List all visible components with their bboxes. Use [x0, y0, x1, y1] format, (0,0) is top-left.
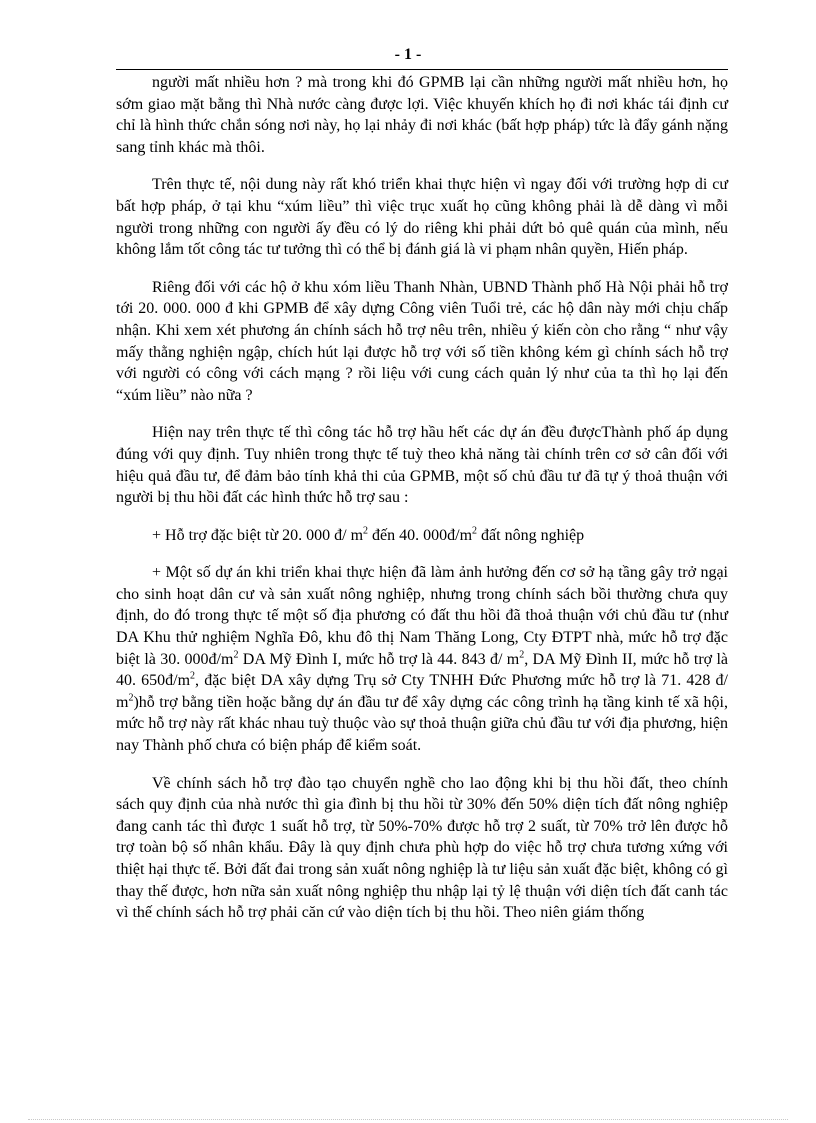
paragraph-1: người mất nhiều hơn ? mà trong khi đó GPMB lại cần những người mất nhiều hơn, họ sớm giao mặt bằng thì Nhà nước càng được lợi. Việc khuyến khích họ đi nơi khác tái định cư chỉ là hình thức chắn sóng nơi này, họ lại nhảy đi nơi khác (bất hợp pháp) tức là đẩy gánh nặng sang tỉnh khác mà thôi.	[116, 74, 728, 156]
paragraph-3: Riêng đối với các hộ ở khu xóm liều Thanh Nhàn, UBND Thành phố Hà Nội phải hỗ trợ tới 20. 000. 000 đ khi GPMB để xây dựng Công viên Tuổi trẻ, các hộ dân này mới chịu chấp nhận. Khi xem xét phương án chính sách hỗ trợ nêu trên, nhiều ý kiến còn cho rằng “ như vậy mấy thằng nghiện ngập, chích hút lại được hỗ trợ với số tiền không kém gì chính sách hỗ trợ với người có công với cách mạng ? rồi liệu với cung cách quản lý như của ta thì họ lại đến “xúm liều” nào nữa ?	[116, 278, 728, 404]
paragraph-last: Về chính sách hỗ trợ đào tạo chuyển nghề cho lao động khi bị thu hồi đất, theo chính sách quy định của nhà nước thì gia đình bị thu hồi từ 30% đến 50% diện tích đất nông nghiệp đang canh tác thì được 1 suất hỗ trợ, từ 50%-70% được hỗ trợ 2 suất, từ 70% trở lên được hỗ trợ toàn bộ số nhân khẩu. Đây là quy định chưa phù hợp do việc hỗ trợ chưa tương xứng với thiệt hại thực tế. Bởi đất đai trong sản xuất nông nghiệp là tư liệu sản xuất đặc biệt, không có gì thay thế được, hơn nữa sản xuất nông nghiệp thu nhập lại tỷ lệ thuận với diện tích đất canh tác vì thế chính sách hỗ trợ phải căn cứ vào diện tích bị thu hồi. Theo niên giám thống	[116, 774, 728, 922]
bullet-2-sup-1: 2	[233, 649, 239, 661]
bullet-2-text-a: + Một số dự án khi triển khai thực hiện đã làm ảnh hưởng đến cơ sở hạ tầng gây trở ngại cho sinh hoạt dân cư và sản xuất nông nghiệp, nhưng trong chính sách bồi thường chưa quy định, do đó trong thực tế một số địa phương có đất thu hồi đã thoả thuận với chủ đầu tư (như DA Khu thử nghiệm Nghĩa Đô, khu đô thị Nam Thăng Long, Cty ĐTPT nhà, mức hỗ trợ đặc biệt là 30. 000đ/m	[116, 564, 728, 668]
bullet-1-text-b: đến 40. 000đ/m	[368, 526, 473, 544]
bullet-2-sup-3: 2	[190, 670, 196, 682]
bullet-item-1	[116, 525, 728, 547]
paragraph-4: Hiện nay trên thực tế thì công tác hỗ trợ hầu hết các dự án đều đượcThành phố áp dụng đúng với quy định. Tuy nhiên trong thực tế tuỳ theo khả năng tài chính trên cơ sở cân đối với hiệu quả đầu tư, để đảm bảo tính khả thi của GPMB, một số chủ đầu tư đã tự ý thoả thuận với người bị thu hồi đất các hình thức hỗ trợ sau :	[116, 424, 728, 507]
bullet-1-sup-2: 2	[472, 525, 478, 537]
bullet-2-sup-2: 2	[519, 649, 525, 661]
bullet-2-text-b: DA Mỹ Đình I, mức hỗ trợ là 44. 843 đ/ m	[238, 650, 520, 668]
bullet-1-text-c: đất nông nghiệp	[477, 526, 585, 544]
footer-rule	[28, 1119, 788, 1120]
header-rule	[116, 69, 728, 70]
bullet-1-text-a: + Hỗ trợ đặc biệt từ 20. 000 đ/ m	[152, 526, 364, 544]
bullet-2-text-e: )hỗ trợ bằng tiền hoặc bằng dự án đầu tư để xây dựng các công trình hạ tầng kinh tế xã hội, mức hỗ trợ này rất khác nhau tuỳ thuộc vào sự thoả thuận giữa chủ đầu tư với địa phương, hiện nay Thành phố chưa có biện pháp để kiểm soát.	[116, 693, 728, 755]
bullet-1-sup-1: 2	[363, 525, 369, 537]
bullet-item-2	[116, 562, 728, 756]
paragraph-2: Trên thực tế, nội dung này rất khó triển khai thực hiện vì ngay đối với trường hợp di cư bất hợp pháp, ở tại khu “xúm liều” thì việc trục xuất họ cũng không phải là dễ dàng vì mỗi người trong những con người ấy đều có lý do riêng khi phải dứt bỏ quê quán của mình, nếu không lắm tốt công tác tư tưởng thì có thể bị đánh giá là vi phạm nhân quyền, Hiến pháp.	[116, 176, 728, 259]
bullet-2-text-c: , DA Mỹ Đình II, mức hỗ trợ là 40. 650đ/m	[116, 650, 729, 690]
document-body	[116, 72, 728, 924]
bullet-2-text-d: , đặc biệt DA xây dựng Trụ sở Cty TNHH Đức Phương mức hỗ trợ là 71. 428 đ/ m	[116, 672, 729, 711]
page-number: - 1 -	[394, 46, 422, 63]
bullet-2-sup-4: 2	[128, 692, 134, 704]
